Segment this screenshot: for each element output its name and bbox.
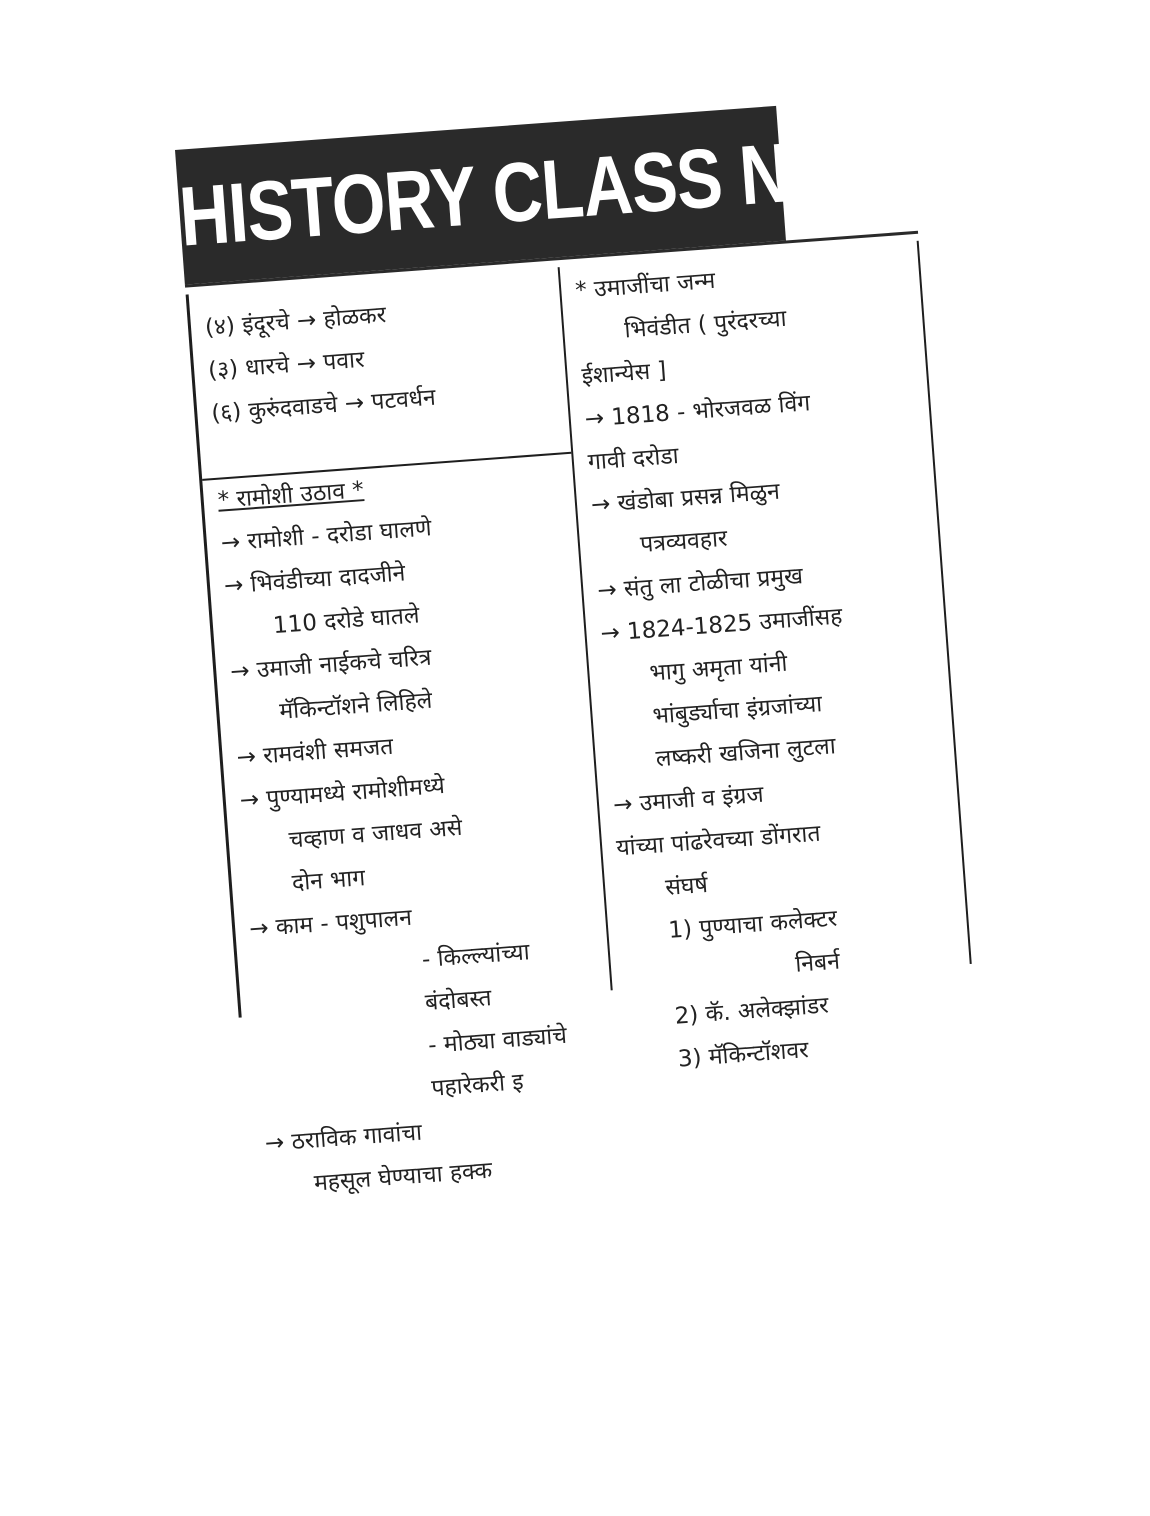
note-line: 3) मॅकिन्टॉशवर bbox=[677, 1037, 810, 1073]
note-line: पत्रव्यवहार bbox=[639, 525, 729, 558]
note-line: लष्करी खजिना लुटला bbox=[654, 733, 837, 773]
note-line: - मोठ्या वाड्यांचे bbox=[427, 1022, 568, 1059]
note-line: → उमाजी व इंग्रज bbox=[612, 781, 765, 819]
note-line: → काम - पशुपालन bbox=[248, 904, 413, 943]
note-line: → पुण्यामध्ये रामोशीमध्ये bbox=[238, 772, 446, 814]
list-item-kurundwad: (६) कुरुंदवाडचे → पटवर्धन bbox=[210, 384, 437, 428]
note-line: → 1818 - भोरजवळ विंग bbox=[583, 390, 812, 433]
note-line: → भिवंडीच्या दादजीने bbox=[223, 560, 407, 600]
list-item-dhar: (३) धारचे → पवार bbox=[207, 346, 366, 385]
note-line: * उमाजींचा जन्म bbox=[574, 267, 717, 305]
note-line: महसूल घेण्याचा हक्क bbox=[313, 1157, 494, 1197]
note-line: भिवंडीत ( पुरंदरच्या bbox=[623, 305, 788, 344]
section-heading-ramoshi: * रामोशी उठाव * bbox=[216, 477, 365, 514]
note-line: → संतु ला टोळीचा प्रमुख bbox=[596, 563, 804, 605]
note-line: चव्हाण व जाधव असे bbox=[287, 814, 464, 854]
note-line: → रामोशी - दरोडा घालणे bbox=[220, 515, 433, 557]
note-line: 2) कॅ. अलेक्झांडर bbox=[673, 992, 830, 1030]
list-item-indore: (४) इंदूरचे → होळकर bbox=[204, 302, 387, 342]
note-line: भागु अमृता यांनी bbox=[648, 650, 789, 687]
note-line: → 1824-1825 उमाजींसह bbox=[599, 603, 844, 648]
note-line: → खंडोबा प्रसन्न मिळुन bbox=[590, 478, 781, 519]
note-line: पहारेकरी इ bbox=[430, 1069, 525, 1102]
note-line: गावी दरोडा bbox=[587, 442, 680, 476]
note-line: दोन भाग bbox=[291, 865, 367, 897]
note-line: मॅकिन्टॉशने लिहिले bbox=[278, 687, 434, 725]
right-column bbox=[574, 245, 973, 1085]
note-line: → ठराविक गावांचा bbox=[264, 1119, 423, 1158]
note-line: → उमाजी नाईकचे चरित्र bbox=[229, 644, 433, 686]
notes-box bbox=[186, 241, 972, 1197]
note-line: 110 दरोडे घातले bbox=[272, 602, 421, 640]
notes-sheet bbox=[175, 96, 977, 1197]
left-column bbox=[204, 282, 614, 1209]
page-title: HISTORY CLASS NOTES bbox=[175, 106, 786, 285]
note-line: भांबुर्ड्याचा इंग्रजांच्या bbox=[651, 691, 824, 730]
note-line: - किल्ल्यांच्या bbox=[421, 939, 531, 974]
note-line: निबर्न bbox=[794, 948, 841, 978]
note-line: ईशान्येस ] bbox=[580, 357, 668, 390]
note-line: → रामवंशी समजत bbox=[235, 733, 395, 772]
note-line: संघर्ष bbox=[664, 871, 709, 902]
note-line: बंदोबस्त bbox=[424, 985, 493, 1016]
note-line: 1) पुण्याचा कलेक्टर bbox=[667, 905, 838, 944]
note-line: यांच्या पांढरेवच्या डोंगरात bbox=[615, 820, 822, 862]
